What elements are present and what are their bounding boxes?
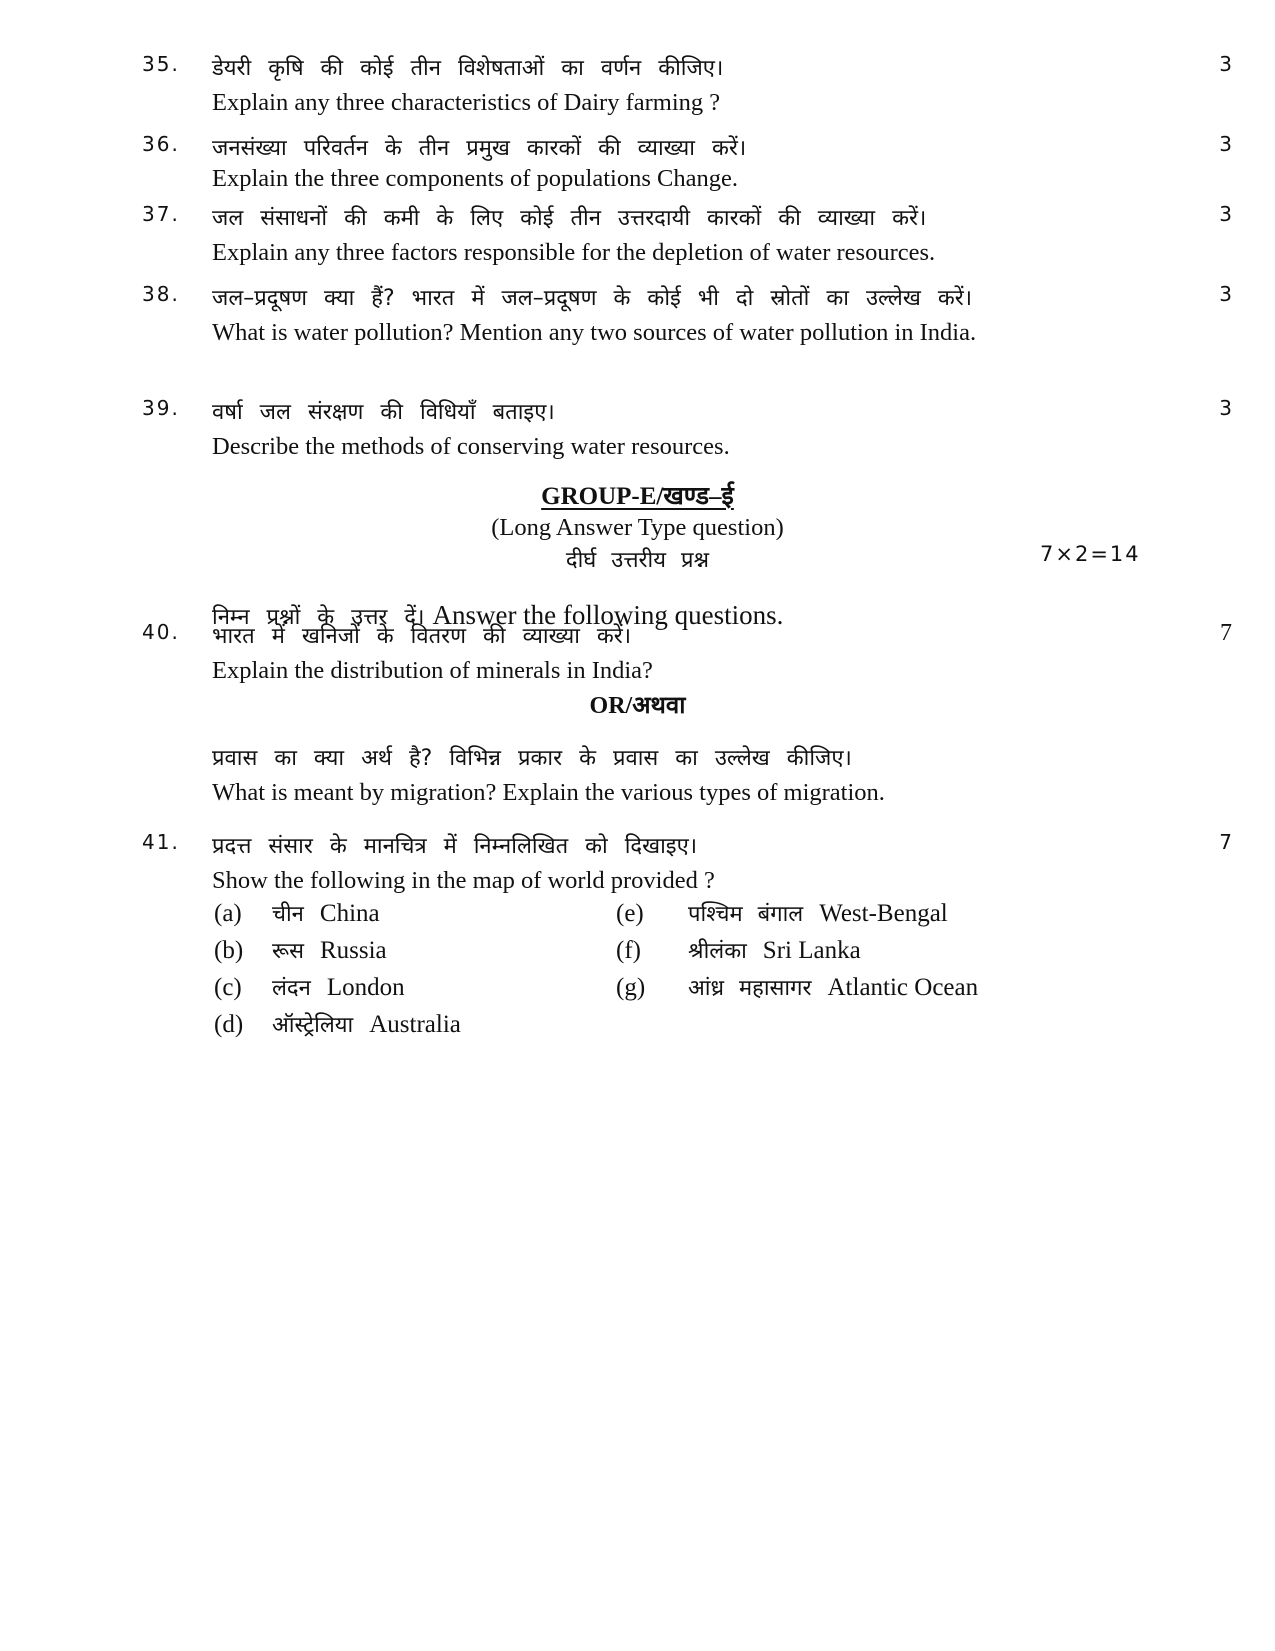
question-text-hindi: भारत में खनिजों के वितरण की व्याख्या करें। [212,624,632,649]
map-item-english: Russia [319,937,387,964]
map-item-label: (f) [616,937,641,964]
question-text-english: Describe the methods of conserving water resources. [212,433,730,460]
map-item-english: London [326,974,405,1001]
question-marks: 3 [1219,396,1232,420]
map-item-d [214,1008,461,1042]
map-item-label: (a) [214,900,242,927]
map-item-label: (g) [616,974,646,1001]
question-marks: 7 [1220,620,1232,646]
question-text-english: Explain any three characteristics of Dairy farming ? [212,89,721,116]
map-item-hindi: पश्चिम बंगाल [688,902,804,927]
map-item-english: West-Bengal [819,900,948,927]
group-total-marks: 7×2=14 [1040,542,1141,566]
map-item-label: (e) [616,900,644,927]
question-marks: 3 [1219,132,1232,156]
question-40-alternative [142,742,1232,810]
group-subtitle-english: (Long Answer Type question) [491,514,784,541]
question-marks: 3 [1219,52,1232,76]
question-text-hindi: जल संसाधनों की कमी के लिए कोई तीन उत्तरदायी कारकों की व्याख्या करें। [212,206,927,231]
question-text-english: Show the following in the map of world provided ? [212,867,715,894]
map-item-hindi: चीन [272,902,304,927]
map-item-english: China [319,900,380,927]
question-text-hindi: डेयरी कृषि की कोई तीन विशेषताओं का वर्णन कीजिए। [212,56,724,81]
question-text-hindi: जनसंख्या परिवर्तन के तीन प्रमुख कारकों की व्याख्या करें। [212,136,747,161]
or-divider: OR/अथवा [589,693,686,719]
map-item-c [214,971,405,1005]
question-39 [142,396,1232,464]
question-number: 35. [142,52,180,76]
question-text-english: What is water pollution? Mention any two sources of water pollution in India. [212,319,977,346]
question-number: 38. [142,282,180,306]
map-item-hindi: रूस [272,939,304,964]
instruction-english: Answer the following questions. [432,600,784,630]
map-item-e [616,897,948,931]
question-38 [142,282,1232,350]
question-marks: 3 [1219,282,1232,306]
group-title: GROUP-E/खण्ड–ई [541,483,734,510]
question-marks: 3 [1219,202,1232,226]
map-item-english: Atlantic Ocean [827,974,979,1001]
map-item-hindi: श्रीलंका [688,939,747,964]
question-35 [142,52,1232,120]
question-37 [142,202,1232,270]
question-40 [142,620,1232,688]
map-item-hindi: लंदन [272,976,311,1001]
map-item-english: Australia [369,1011,461,1038]
question-text-english: Explain any three factors responsible for the depletion of water resources. [212,239,936,266]
question-text-hindi: प्रदत्त संसार के मानचित्र में निम्नलिखित को दिखाइए। [212,834,698,859]
question-text-english: Explain the distribution of minerals in India? [212,657,653,684]
map-item-b [214,934,387,968]
question-text-hindi: प्रवास का क्या अर्थ है? विभिन्न प्रकार के प्रवास का उल्लेख कीजिए। [212,746,852,771]
question-text-english: Explain the three components of populations Change. [212,165,738,192]
question-number: 39. [142,396,180,420]
map-item-hindi: ऑस्ट्रेलिया [272,1013,354,1038]
map-item-label: (c) [214,974,242,1001]
map-item-a [214,897,380,931]
question-text-english: What is meant by migration? Explain the various types of migration. [212,779,885,806]
question-41 [142,830,1232,898]
map-item-g [616,971,978,1005]
question-text-hindi: जल–प्रदूषण क्या हैं? भारत में जल–प्रदूषण के कोई भी दो स्रोतों का उल्लेख करें। [212,286,973,311]
map-item-label: (d) [214,1011,244,1038]
map-item-hindi: आंध्र महासागर [688,976,812,1001]
map-item-f [616,934,861,968]
question-text-hindi: वर्षा जल संरक्षण की विधियाँ बताइए। [212,400,555,425]
map-item-english: Sri Lanka [762,937,861,964]
map-item-label: (b) [214,937,244,964]
instruction-hindi: निम्न प्रश्नों के उत्तर दें। [212,605,425,630]
question-number: 40. [142,620,180,644]
question-36 [142,132,1232,196]
question-marks: 7 [1219,830,1232,854]
question-number: 37. [142,202,180,226]
group-subtitle-hindi: दीर्घ उत्तरीय प्रश्न [565,548,710,573]
question-number: 36. [142,132,180,156]
question-number: 41. [142,830,180,854]
